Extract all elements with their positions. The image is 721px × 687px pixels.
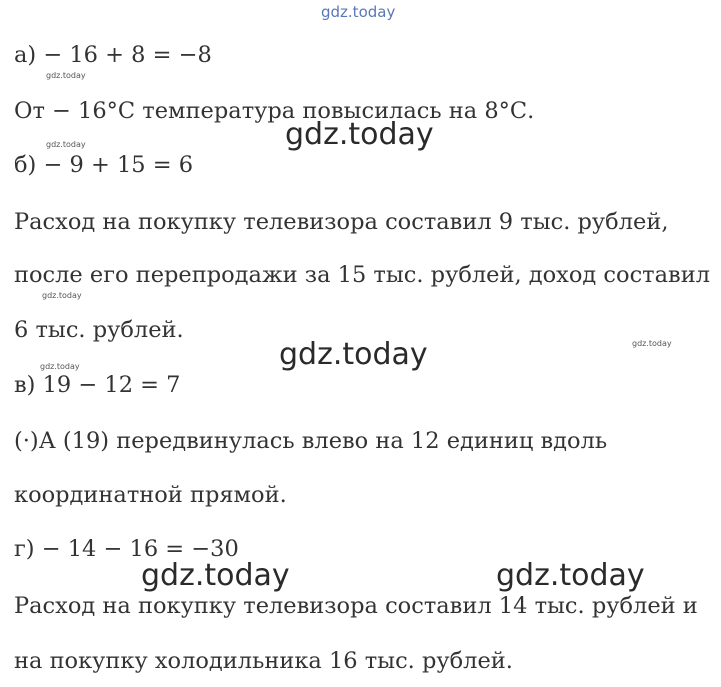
line-a-equation: а) − 16 + 8 = −8	[14, 42, 212, 68]
watermark-big: gdz.today	[285, 117, 434, 152]
line-g-explanation-1: Расход на покупку телевизора составил 14 тыс. рублей и	[14, 593, 698, 619]
line-v-explanation-1: (·)А (19) передвинулась влево на 12 единиц вдоль	[14, 428, 608, 454]
watermark-big: gdz.today	[279, 337, 428, 372]
watermark-big: gdz.today	[141, 558, 290, 593]
watermark-top: gdz.today	[321, 3, 396, 21]
watermark-small: gdz.today	[632, 339, 672, 348]
line-v-explanation-2: координатной прямой.	[14, 482, 287, 508]
line-b-explanation-3: 6 тыс. рублей.	[14, 317, 184, 343]
line-g-equation: г) − 14 − 16 = −30	[14, 536, 239, 562]
line-b-equation: б) − 9 + 15 = 6	[14, 152, 194, 178]
watermark-small: gdz.today	[42, 291, 82, 300]
line-b-explanation-1: Расход на покупку телевизора составил 9 тыс. рублей,	[14, 209, 669, 235]
line-g-explanation-2: на покупку холодильника 16 тыс. рублей.	[14, 648, 513, 674]
line-v-equation: в) 19 − 12 = 7	[14, 372, 181, 398]
watermark-small: gdz.today	[46, 140, 86, 149]
line-a-explanation: От − 16°С температура повысилась на 8°С.	[14, 98, 535, 124]
watermark-small: gdz.today	[40, 362, 80, 371]
line-b-explanation-2: после его перепродажи за 15 тыс. рублей, доход составил	[14, 262, 710, 288]
watermark-small: gdz.today	[46, 71, 86, 80]
watermark-big: gdz.today	[496, 558, 645, 593]
